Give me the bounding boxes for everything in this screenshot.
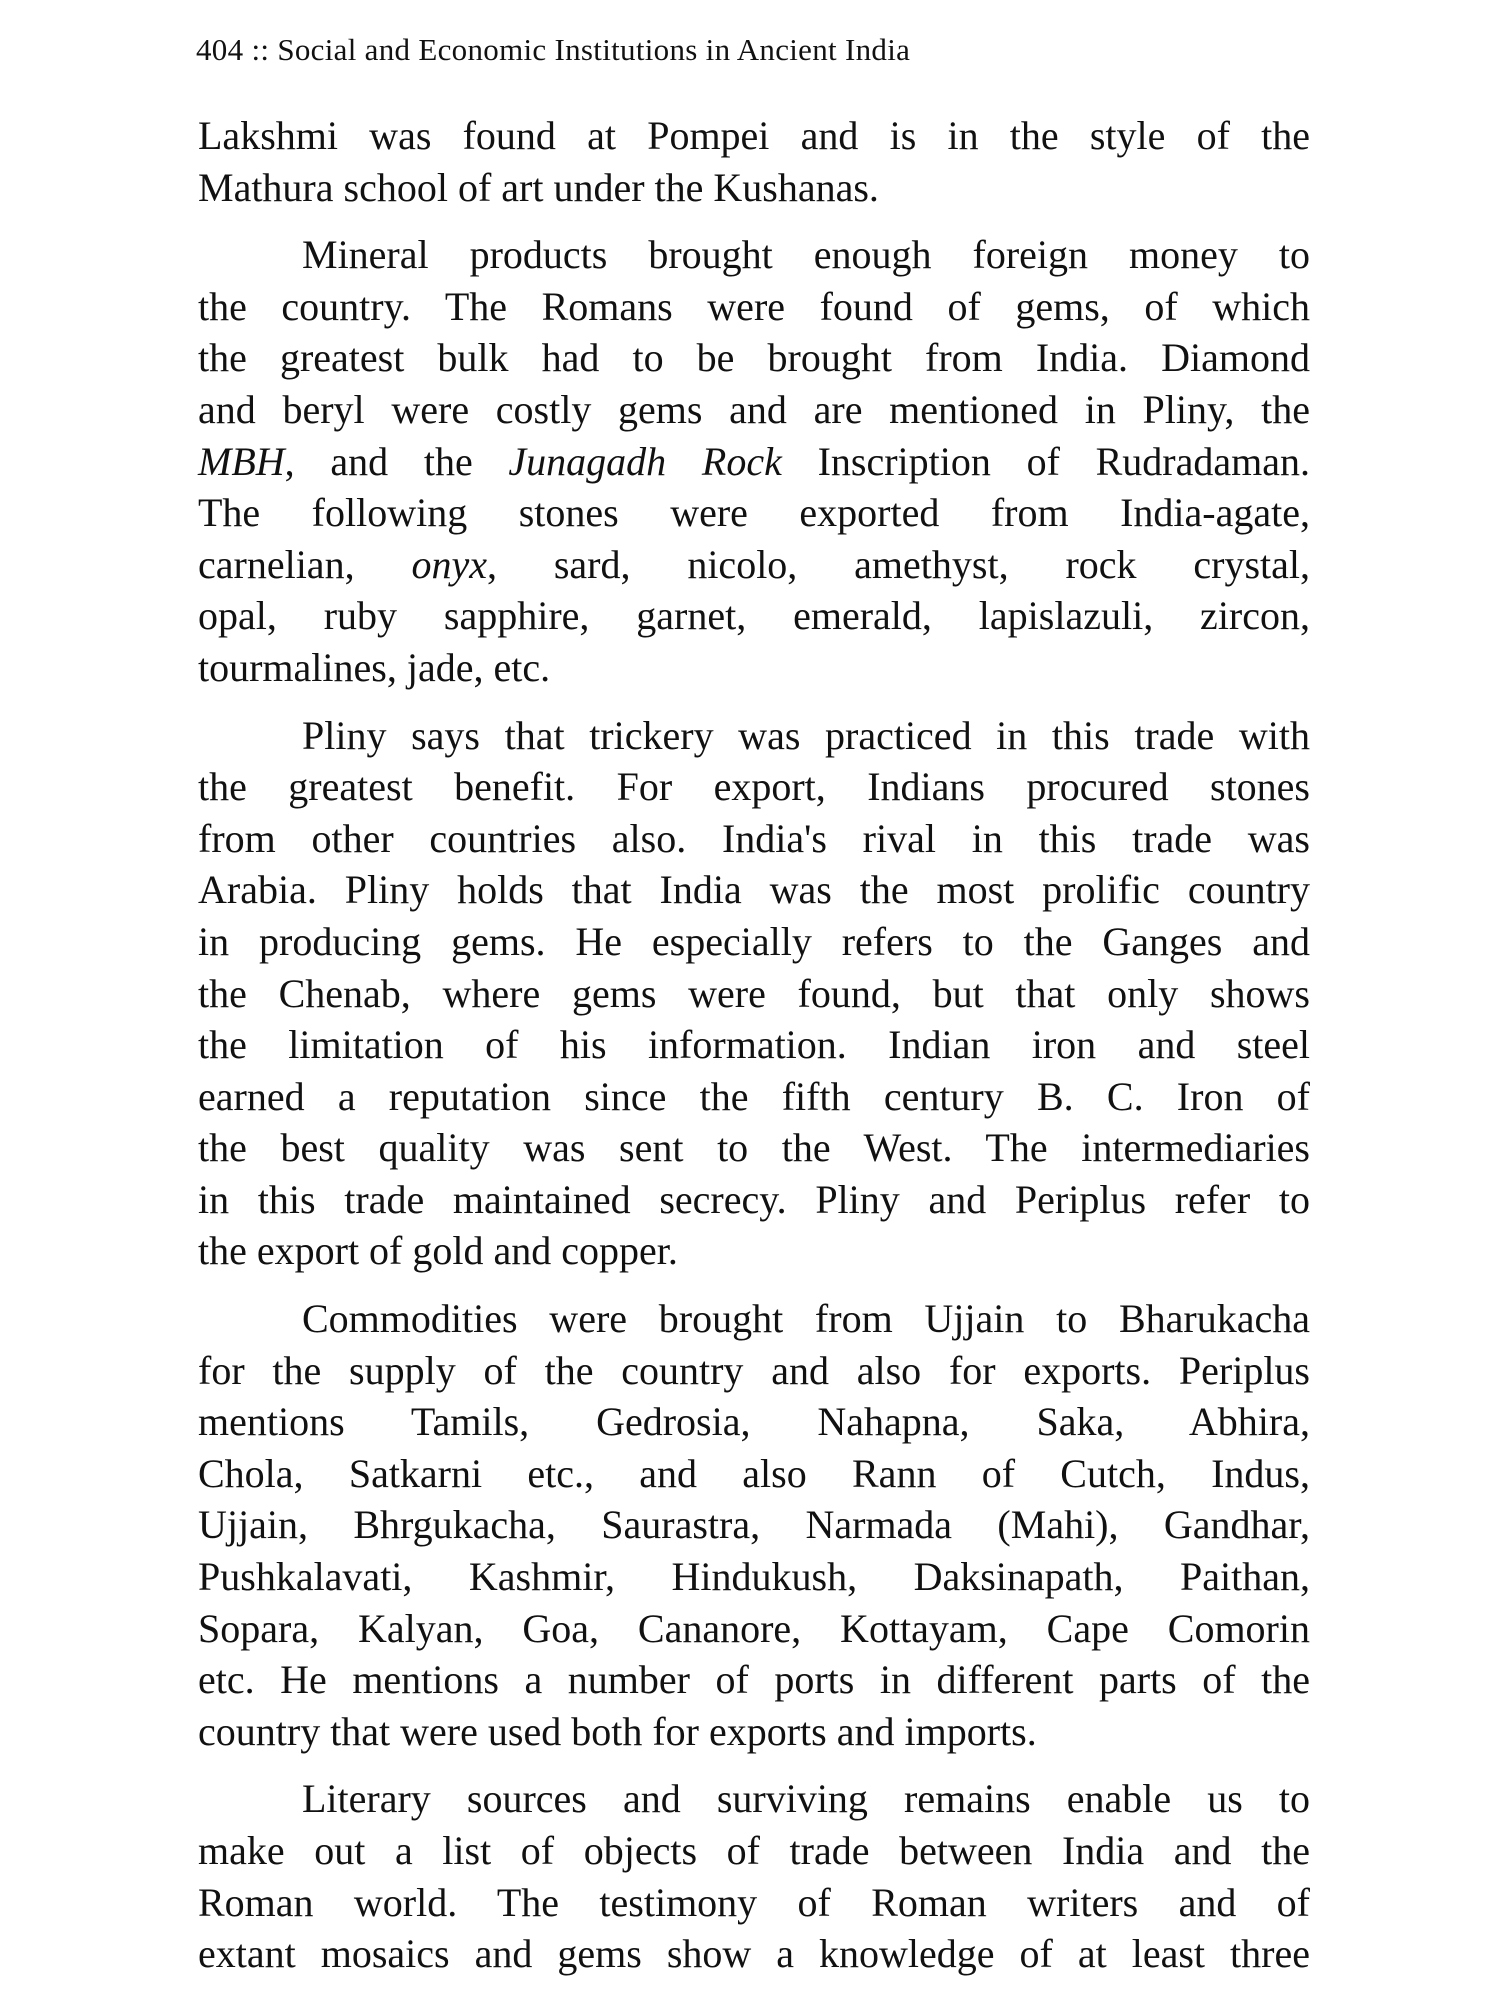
text-line: Lakshmi was found at Pompei and is in the style of the: [198, 113, 1310, 158]
text-line: The following stones were exported from India-agate,: [198, 490, 1310, 536]
text-line: etc. He mentions a number of ports in different parts of the: [198, 1657, 1310, 1703]
paragraph-4: [198, 1293, 1310, 1757]
text-line: Arabia. Pliny holds that India was the most prolific country: [198, 867, 1310, 913]
text-line: and beryl were costly gems and are mentioned in Pliny, the: [198, 386, 1310, 432]
text-line: MBH, and the Junagadh Rock Inscription of Rudradaman.: [198, 438, 1310, 484]
text-line: the limitation of his information. Indian iron and steel: [198, 1022, 1310, 1068]
text-line: the country. The Romans were found of gems, of which: [198, 283, 1310, 329]
text-line: extant mosaics and gems show a knowledge of at least three: [198, 1931, 1310, 1977]
text-line: tourmalines, jade, etc.: [198, 644, 551, 690]
text-line: Mathura school of art under the Kushanas.: [198, 164, 879, 210]
body-text: [198, 110, 1310, 1996]
paragraph-2: [198, 229, 1310, 693]
text-line: Literary sources and surviving remains enable us to: [302, 1776, 1310, 1822]
text-line: make out a list of objects of trade between India and the: [198, 1828, 1310, 1873]
text-line: country that were used both for exports and imports.: [198, 1708, 1037, 1754]
text-line: from other countries also. India's rival in this trade was: [198, 815, 1310, 861]
text-line: Pliny says that trickery was practiced in this trade with: [302, 712, 1310, 758]
text-line: Ujjain, Bhrgukacha, Saurastra, Narmada (Mahi), Gandhar,: [198, 1502, 1310, 1548]
text-line: the best quality was sent to the West. The intermediaries: [198, 1125, 1310, 1171]
text-line: mentions Tamils, Gedrosia, Nahapna, Saka, Abhira,: [198, 1399, 1310, 1445]
text-line: the greatest bulk had to be brought from India. Diamond: [198, 335, 1310, 381]
text-line: in this trade maintained secrecy. Pliny and Periplus refer to: [198, 1176, 1310, 1222]
text-line: Commodities were brought from Ujjain to Bharukacha: [302, 1296, 1310, 1342]
paragraph-1: [198, 110, 1310, 213]
text-line: Pushkalavati, Kashmir, Hindukush, Daksinapath, Paithan,: [198, 1554, 1310, 1600]
text-line: the Chenab, where gems were found, but that only shows: [198, 970, 1310, 1016]
text-line: in producing gems. He especially refers to the Ganges and: [198, 918, 1310, 964]
text-line: Sopara, Kalyan, Goa, Cananore, Kottayam, Cape Comorin: [198, 1605, 1310, 1651]
text-line: Mineral products brought enough foreign money to: [302, 232, 1310, 278]
text-line: the greatest benefit. For export, Indians procured stones: [198, 764, 1310, 810]
text-line: carnelian, onyx, sard, nicolo, amethyst, rock crystal,: [198, 541, 1311, 587]
running-head: 404 :: Social and Economic Institutions in Ancient India: [196, 32, 911, 67]
paragraph-3: [198, 710, 1310, 1278]
text-line: the export of gold and copper.: [198, 1228, 678, 1274]
text-line: opal, ruby sapphire, garnet, emerald, lapislazuli, zircon,: [198, 593, 1310, 639]
text-line: Roman world. The testimony of Roman writers and of: [198, 1879, 1310, 1925]
text-line: Chola, Satkarni etc., and also Rann of Cutch, Indus,: [198, 1450, 1310, 1496]
paragraph-5: [198, 1773, 1310, 1979]
text-line: earned a reputation since the fifth century B. C. Iron of: [198, 1073, 1310, 1119]
text-line: for the supply of the country and also for exports. Periplus: [198, 1347, 1310, 1393]
